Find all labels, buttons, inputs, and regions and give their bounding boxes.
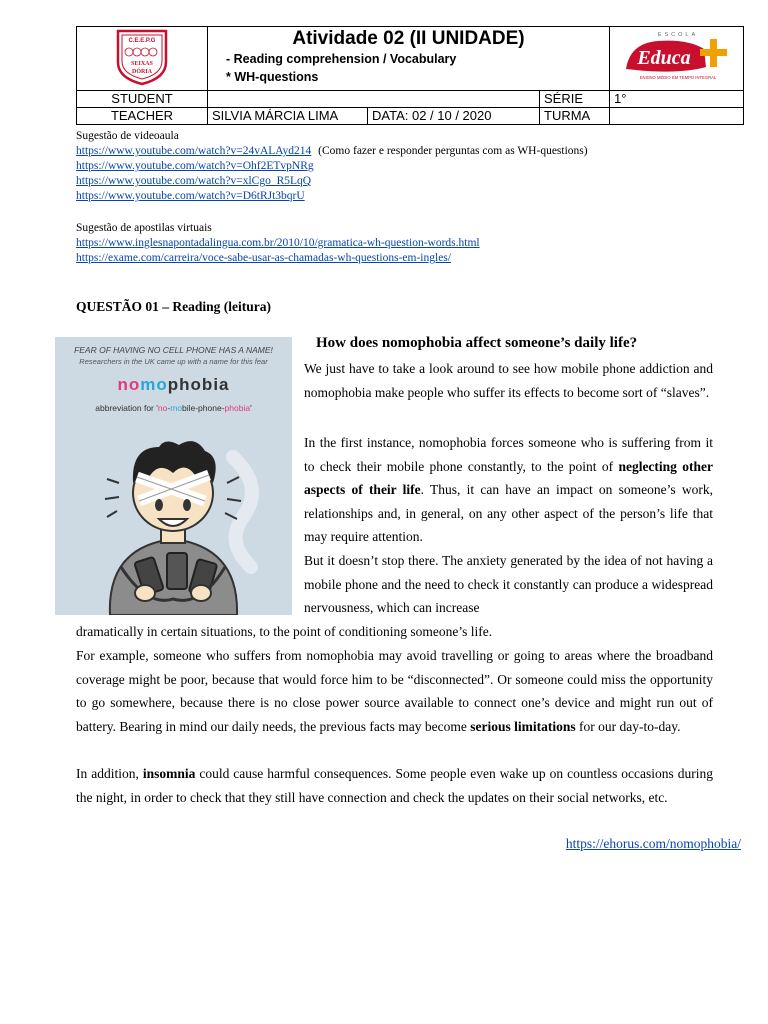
bold-phrase: serious limitations xyxy=(470,718,576,734)
article-source xyxy=(566,836,741,852)
svg-text:ENSINO MÉDIO EM TEMPO INTEGRAL: ENSINO MÉDIO EM TEMPO INTEGRAL xyxy=(639,74,716,80)
apostila-link-2[interactable]: https://exame.com/carreira/voce-sabe-usar-as-chamadas-wh-questions-em-ingles/ xyxy=(76,252,451,264)
article-paragraph-1: We just have to take a look around to see how mobile phone addiction and nomophobia make people who suffer its effects to become sort of “slaves”. xyxy=(304,361,713,400)
date-label: DATA: 02 / 10 / 2020 xyxy=(368,108,540,125)
subtitle-reading: - Reading comprehension / Vocabulary xyxy=(226,52,457,66)
article-paragraph-5: In addition, insomnia could cause harmful consequences. Some people even wake up on countless occasions during the night, in order to check that they still have connection and check the updates on their social networks, etc. xyxy=(76,766,713,805)
video-heading: Sugestão de videoaula xyxy=(76,130,179,142)
subtitle-wh: * WH-questions xyxy=(226,70,319,84)
student-field[interactable] xyxy=(208,91,540,108)
header-table xyxy=(76,26,744,125)
teacher-value: SILVIA MÁRCIA LIMA xyxy=(208,108,368,125)
svg-text:SEIXAS: SEIXAS xyxy=(131,60,153,67)
video-section xyxy=(76,129,588,204)
nomophobia-illustration xyxy=(55,337,292,615)
nomophobia-word: nomophobia xyxy=(117,375,230,394)
illus-subline: Researchers in the UK came up with a name for this fear xyxy=(79,357,268,366)
apostila-section xyxy=(76,221,480,266)
video-link-row-1 xyxy=(76,144,588,159)
serie-label: SÉRIE xyxy=(540,91,610,108)
school-logo-cell xyxy=(77,27,208,91)
apostila-link-1[interactable]: https://www.inglesnapontadalingua.com.br/2010/10/gramatica-wh-question-words.html xyxy=(76,237,480,249)
educa-logo-icon xyxy=(618,29,736,85)
illus-headline: FEAR OF HAVING NO CELL PHONE HAS A NAME! xyxy=(74,345,273,355)
article-title: How does nomophobia affect someone’s daily life? xyxy=(316,335,638,351)
turma-field[interactable] xyxy=(610,108,744,125)
video-link-1[interactable]: https://www.youtube.com/watch?v=24vALAyd214 xyxy=(76,145,312,157)
educa-logo-cell xyxy=(610,27,744,91)
svg-text:C.E.E.P.G: C.E.E.P.G xyxy=(128,37,156,44)
article-paragraph-3b: dramatically in certain situations, to the point of conditioning someone’s life. xyxy=(76,624,493,639)
serie-value: 1° xyxy=(610,91,744,108)
school-crest-icon xyxy=(114,28,170,86)
title-cell xyxy=(208,27,610,91)
video-link-2[interactable]: https://www.youtube.com/watch?v=Ohf2ETvpNRg xyxy=(76,160,314,172)
student-label: STUDENT xyxy=(77,91,208,108)
video-link-4[interactable]: https://www.youtube.com/watch?v=D6tRJt3bqrU xyxy=(76,190,305,202)
activity-title: Atividade 02 (II UNIDADE) xyxy=(292,28,525,49)
teacher-label: TEACHER xyxy=(77,108,208,125)
article-paragraph-4: For example, someone who suffers from nomophobia may avoid travelling or going to areas where the broadband coverage might be poor, because that would force him to be “disconnected”. Or someone could miss the opportunity to go somewhere, because there is no close power source available to connect one’s device and might run out of battery. Bearing in mind our daily needs, the previous facts may become serious limitations for our day-to-day. xyxy=(76,648,713,734)
svg-text:DÓRIA: DÓRIA xyxy=(131,68,153,75)
bold-phrase: insomnia xyxy=(142,766,196,781)
svg-text:Educa: Educa xyxy=(636,46,691,69)
person-clutching-phones-icon xyxy=(55,417,292,615)
article-paragraph-3a: But it doesn’t stop there. The anxiety generated by the idea of not having a mobile phone and the need to check it constantly can produce a widespread nervousness, which can increase xyxy=(304,553,713,615)
source-link[interactable]: https://ehorus.com/nomophobia/ xyxy=(565,836,741,851)
article-paragraph-2: In the first instance, nomophobia forces someone who is suffering from it to check their mobile phone constantly, to the point of neglecting other aspects of their life. Thus, it can have an impact on someone’s work, relationships and, in general, on any other aspect of the person’s life that may require attention. xyxy=(304,435,713,544)
abbreviation-text: abbreviation for 'no-mobile-phone-phobia' xyxy=(95,403,252,413)
video-link-1-note: (Como fazer e responder perguntas com as WH-questions) xyxy=(318,145,588,157)
video-link-3[interactable]: https://www.youtube.com/watch?v=xlCgo_R5LqQ xyxy=(76,175,312,187)
turma-label: TURMA xyxy=(540,108,610,125)
bold-phrase: neglecting other aspects of their life xyxy=(304,458,713,497)
svg-text:ESCOLA: ESCOLA xyxy=(657,31,698,38)
apostila-heading: Sugestão de apostilas virtuais xyxy=(76,222,212,234)
question-title: QUESTÃO 01 – Reading (leitura) xyxy=(76,299,272,314)
